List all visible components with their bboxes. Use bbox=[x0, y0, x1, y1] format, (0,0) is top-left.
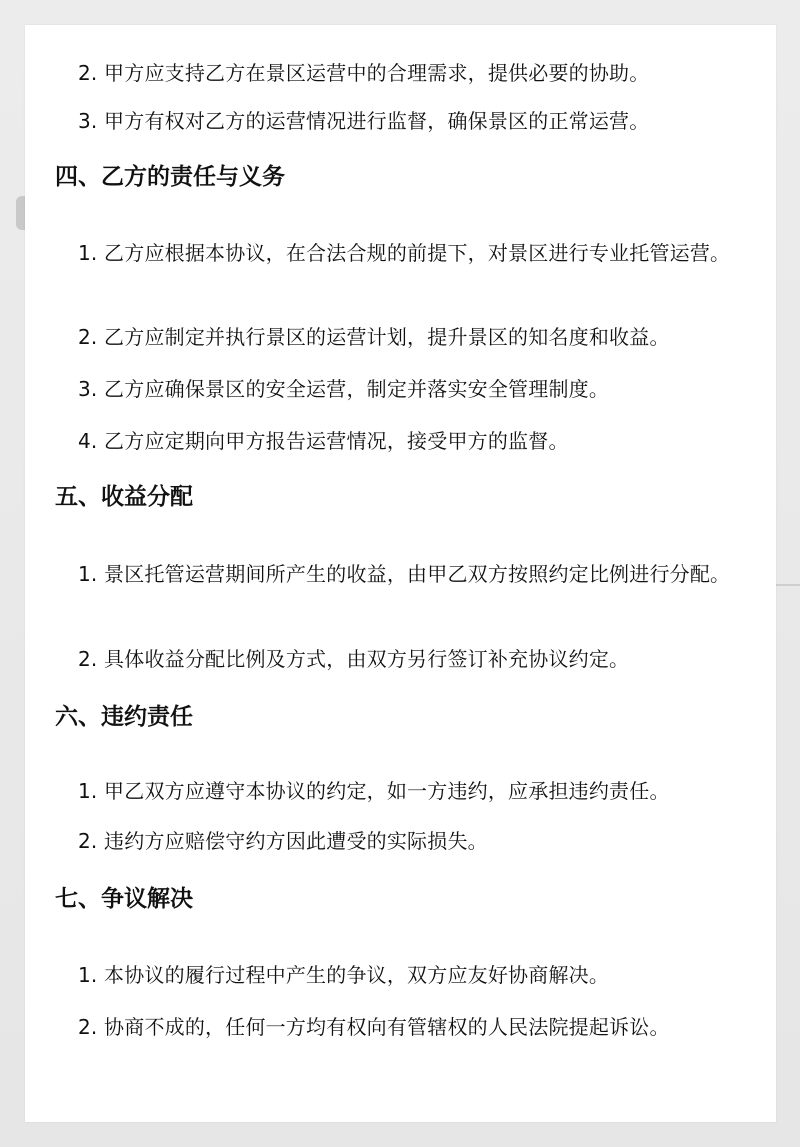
document-page bbox=[25, 25, 776, 1122]
clause-4-2: 2. 乙方应制定并执行景区的运营计划，提升景区的知名度和收益。 bbox=[78, 325, 670, 349]
clause-7-1: 1. 本协议的履行过程中产生的争议，双方应友好协商解决。 bbox=[78, 963, 610, 987]
section-heading-7: 七、争议解决 bbox=[55, 886, 193, 912]
section-heading-5: 五、收益分配 bbox=[55, 484, 193, 510]
right-edge-divider bbox=[776, 584, 800, 586]
clause-4-1: 1. 乙方应根据本协议，在合法合规的前提下，对景区进行专业托管运营。 bbox=[78, 241, 731, 265]
clause-4-3: 3. 乙方应确保景区的安全运营，制定并落实安全管理制度。 bbox=[78, 377, 610, 401]
clause-6-1: 1. 甲乙双方应遵守本协议的约定，如一方违约，应承担违约责任。 bbox=[78, 779, 670, 803]
clause-3-3: 3. 甲方有权对乙方的运营情况进行监督，确保景区的正常运营。 bbox=[78, 109, 650, 133]
clause-5-1: 1. 景区托管运营期间所产生的收益，由甲乙双方按照约定比例进行分配。 bbox=[78, 562, 731, 586]
clause-3-2: 2. 甲方应支持乙方在景区运营中的合理需求，提供必要的协助。 bbox=[78, 61, 650, 85]
section-heading-4: 四、乙方的责任与义务 bbox=[55, 164, 285, 190]
clause-6-2: 2. 违约方应赔偿守约方因此遭受的实际损失。 bbox=[78, 829, 488, 853]
clause-7-2: 2. 协商不成的，任何一方均有权向有管辖权的人民法院提起诉讼。 bbox=[78, 1015, 670, 1039]
section-heading-6: 六、违约责任 bbox=[55, 704, 193, 730]
clause-5-2: 2. 具体收益分配比例及方式，由双方另行签订补充协议约定。 bbox=[78, 647, 630, 671]
clause-4-4: 4. 乙方应定期向甲方报告运营情况，接受甲方的监督。 bbox=[78, 429, 569, 453]
